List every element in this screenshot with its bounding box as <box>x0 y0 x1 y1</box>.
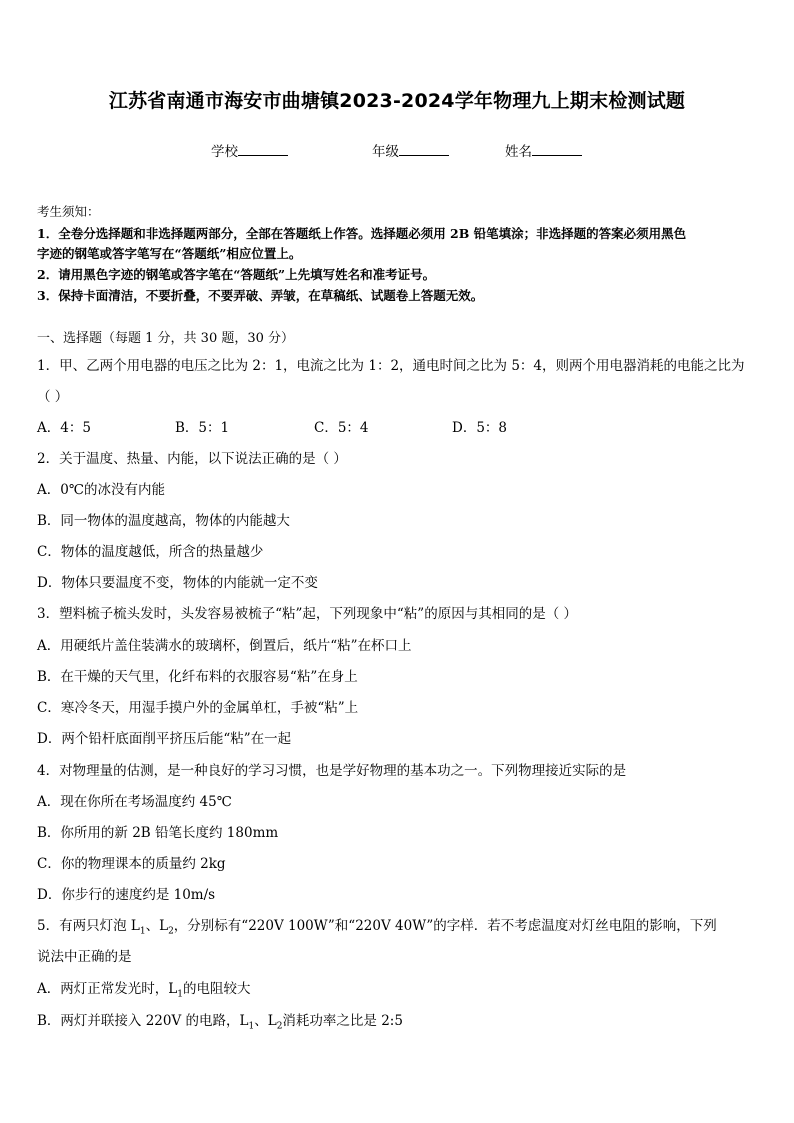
notice-item-1-cont: 字迹的钢笔或答字笔写在“答题纸”相应位置上。 <box>37 246 302 261</box>
grade-label: 年级 <box>372 144 399 160</box>
page-title: 江苏省南通市海安市曲塘镇2023-2024学年物理九上期末检测试题 <box>108 90 686 112</box>
q2-stem: 2．关于温度、热量、内能，以下说法正确的是（ ） <box>37 451 347 467</box>
q3-stem: 3．塑料梳子梳头发时，头发容易被梳子“粘”起，下列现象中“粘”的原因与其相同的是（ ） <box>37 606 577 622</box>
q3-option-c: C．寒冷冬天，用湿手摸户外的金属单杠，手被“粘”上 <box>37 700 359 716</box>
grade-blank <box>399 143 449 156</box>
subscript-2: 2 <box>168 926 174 937</box>
name-field <box>505 140 582 160</box>
name-blank <box>532 143 582 156</box>
q5-stem-text-3: ，分别标有“220V 100W”和“220V 40W”的字样．若不考虑温度对灯丝电阻的影响，下列 <box>173 918 717 934</box>
q5-option-b-text-2: 、L <box>254 1013 277 1029</box>
q1-option-c: C．5：4 <box>314 420 369 436</box>
section-heading: 一、选择题（每题 1 分，共 30 题，30 分） <box>37 331 295 346</box>
q5-stem-cont: 说法中正确的是 <box>37 949 132 965</box>
q5-stem <box>37 914 717 937</box>
subscript-1: 1 <box>139 926 146 937</box>
q2-option-b: B．同一物体的温度越高，物体的内能越大 <box>37 513 290 529</box>
q1-option-d: D．5：8 <box>452 420 508 436</box>
q2-option-c: C．物体的温度越低，所含的热量越少 <box>37 544 264 560</box>
q5-option-b-text-3: 消耗功率之比是 2:5 <box>282 1013 403 1029</box>
notice-heading: 考生须知： <box>37 204 100 219</box>
q1-stem-cont: （ ） <box>37 389 69 405</box>
q1-option-a: A．4：5 <box>37 420 91 436</box>
name-label: 姓名 <box>505 144 532 160</box>
subscript-1: 1 <box>177 989 183 1000</box>
grade-field <box>372 140 449 160</box>
q4-option-d: D．你步行的速度约是 10m/s <box>37 887 216 903</box>
q3-option-a: A．用硬纸片盖住装满水的玻璃杯，倒置后，纸片“粘”在杯口上 <box>37 638 412 654</box>
q2-option-d: D．物体只要温度不变，物体的内能就一定不变 <box>37 575 318 591</box>
q4-option-a: A．现在你所在考场温度约 45℃ <box>37 794 232 810</box>
q4-option-b: B．你所用的新 2B 铅笔长度约 180mm <box>37 825 279 841</box>
q5-option-a-text-1: A．两灯正常发光时，L <box>37 981 178 997</box>
school-blank <box>238 143 288 156</box>
notice-item-2: 2．请用黑色字迹的钢笔或答字笔在“答题纸”上先填写姓名和准考证号。 <box>37 267 436 282</box>
q5-option-a-text-2: 的电阻较大 <box>182 981 251 997</box>
q1-option-b: B．5：1 <box>175 420 230 436</box>
q4-stem: 4．对物理量的估测，是一种良好的学习习惯，也是学好物理的基本功之一。下列物理接近实际的是 <box>37 763 627 779</box>
q3-option-d: D．两个铅杆底面削平挤压后能“粘”在一起 <box>37 731 292 747</box>
notice-item-3: 3．保持卡面清洁，不要折叠，不要弄破、弄皱，在草稿纸、试题卷上答题无效。 <box>37 288 484 303</box>
q1-stem: 1．甲、乙两个用电器的电压之比为 2：1，电流之比为 1：2，通电时间之比为 5：4，则两个用电器消耗的电能之比为 <box>37 358 745 374</box>
q2-option-a: A．0℃的冰没有内能 <box>37 482 165 498</box>
q5-option-a <box>37 977 250 1000</box>
notice-item-1: 1．全卷分选择题和非选择题两部分，全部在答题纸上作答。选择题必须用 2B 铅笔填涂；非选择题的答案必须用黑色 <box>37 226 687 241</box>
q5-stem-text-2: 、L <box>145 918 169 934</box>
q5-stem-text-1: 5．有两只灯泡 L <box>37 918 140 934</box>
q5-option-b-text-1: B．两灯并联接入 220V 的电路，L <box>37 1013 249 1029</box>
q5-option-b <box>37 1009 403 1032</box>
subscript-1: 1 <box>248 1021 255 1032</box>
school-label: 学校 <box>211 144 238 160</box>
subscript-2: 2 <box>276 1021 283 1032</box>
school-field <box>211 140 288 160</box>
q4-option-c: C．你的物理课本的质量约 2kg <box>37 856 226 872</box>
q3-option-b: B．在干燥的天气里，化纤布料的衣服容易“粘”在身上 <box>37 669 358 685</box>
